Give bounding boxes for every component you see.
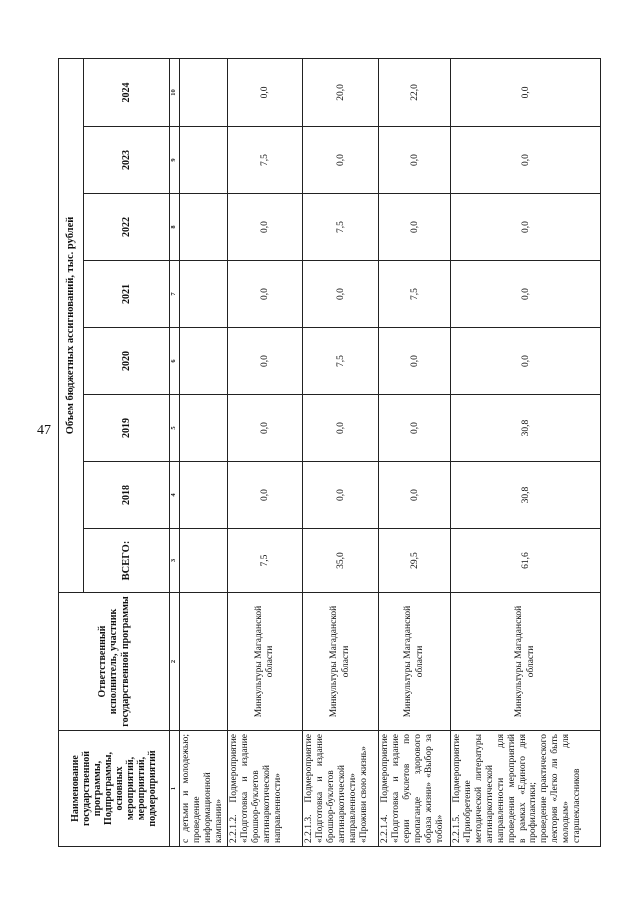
column-number: 1: [170, 731, 180, 847]
row-name: с детьми и молодежью; проведение информационной кампании»: [180, 731, 228, 847]
table-row: [379, 58, 451, 846]
row-value-2024: 0,0: [228, 58, 303, 126]
row-value-2023: 0,0: [303, 127, 379, 194]
column-number: 5: [170, 395, 180, 462]
header-year-2019: 2019: [83, 395, 169, 462]
header-year-2022: 2022: [83, 194, 169, 261]
row-name: 2.2.1.3. Подмероприятие «Подготовка и издание брошюр-буклетов антинаркотической направленности» «Проживи свою жизнь»: [303, 731, 379, 847]
table-row: [180, 58, 228, 846]
row-value-2024: 20,0: [303, 58, 379, 126]
row-value-2019: [180, 395, 228, 462]
column-number: 7: [170, 261, 180, 328]
row-value-2020: [180, 328, 228, 395]
row-value-2020: 7,5: [303, 328, 379, 395]
row-executor: Минкультуры Магаданской области: [451, 593, 601, 731]
row-value-2022: 0,0: [228, 194, 303, 261]
row-value-2023: 0,0: [451, 127, 601, 194]
row-value-2018: 0,0: [228, 462, 303, 529]
row-executor: Минкультуры Магаданской области: [303, 593, 379, 731]
header-year-2023: 2023: [83, 127, 169, 194]
row-value-2019: 0,0: [379, 395, 451, 462]
row-value-2021: 0,0: [303, 261, 379, 328]
row-value-2020: 0,0: [451, 328, 601, 395]
row-value-2022: [180, 194, 228, 261]
row-total: 35,0: [303, 529, 379, 593]
row-executor: [180, 593, 228, 731]
row-value-2020: 0,0: [228, 328, 303, 395]
row-total: [180, 529, 228, 593]
row-value-2022: 0,0: [451, 194, 601, 261]
row-value-2021: 0,0: [228, 261, 303, 328]
page-number: 47: [37, 423, 51, 438]
header-year-2021: 2021: [83, 261, 169, 328]
header-executor: Ответственный исполнитель, участник государственной программы: [59, 593, 170, 731]
row-value-2021: 7,5: [379, 261, 451, 328]
row-total: 61,6: [451, 529, 601, 593]
header-year-2020: 2020: [83, 328, 169, 395]
column-number: 8: [170, 194, 180, 261]
row-name: 2.2.1.2. Подмероприятие «Подготовка и издание брошюр-буклетов антинаркотической направленности»: [228, 731, 303, 847]
header-budget-group: Объем бюджетных ассигнований, тыс. рублей: [59, 58, 84, 592]
budget-table: [58, 58, 601, 847]
column-number: 6: [170, 328, 180, 395]
row-value-2022: 7,5: [303, 194, 379, 261]
budget-table-container: [58, 59, 583, 847]
row-total: 29,5: [379, 529, 451, 593]
row-value-2024: 0,0: [451, 58, 601, 126]
header-total: ВСЕГО:: [83, 529, 169, 593]
row-value-2021: 0,0: [451, 261, 601, 328]
column-number: 9: [170, 127, 180, 194]
row-value-2024: 22,0: [379, 58, 451, 126]
row-value-2024: [180, 58, 228, 126]
column-number: 2: [170, 593, 180, 731]
row-total: 7,5: [228, 529, 303, 593]
row-value-2023: 7,5: [228, 127, 303, 194]
header-name: Наименование государственной программы, Подпрограммы, основных мероприятий, мероприятий, подмероприятий: [59, 731, 170, 847]
row-value-2018: 30,8: [451, 462, 601, 529]
row-value-2022: 0,0: [379, 194, 451, 261]
row-value-2019: 0,0: [303, 395, 379, 462]
column-number: 10: [170, 58, 180, 126]
row-value-2020: 0,0: [379, 328, 451, 395]
header-year-2018: 2018: [83, 462, 169, 529]
row-value-2021: [180, 261, 228, 328]
row-value-2023: [180, 127, 228, 194]
row-value-2019: 30,8: [451, 395, 601, 462]
row-value-2019: 0,0: [228, 395, 303, 462]
row-executor: Минкультуры Магаданской области: [228, 593, 303, 731]
table-row: [303, 58, 379, 846]
row-value-2018: 0,0: [303, 462, 379, 529]
row-executor: Минкультуры Магаданской области: [379, 593, 451, 731]
row-value-2018: 0,0: [379, 462, 451, 529]
column-number: 3: [170, 529, 180, 593]
header-year-2024: 2024: [83, 58, 169, 126]
row-name: 2.2.1.5. Подмероприятие «Приобретение методической литературы антинаркотической направленности для проведения мероприятий в рамках «Единого дня профилактики; проведение практического лектория «Легко ли быть молодым» для старшеклассников: [451, 731, 601, 847]
table-row: [228, 58, 303, 846]
row-value-2023: 0,0: [379, 127, 451, 194]
row-value-2018: [180, 462, 228, 529]
column-number: 4: [170, 462, 180, 529]
table-row: [451, 58, 601, 846]
row-name: 2.2.1.4. Подмероприятие «Подготовка и издание серии буклетов по пропаганде здорового образа жизни» «Выбор за тобой»: [379, 731, 451, 847]
